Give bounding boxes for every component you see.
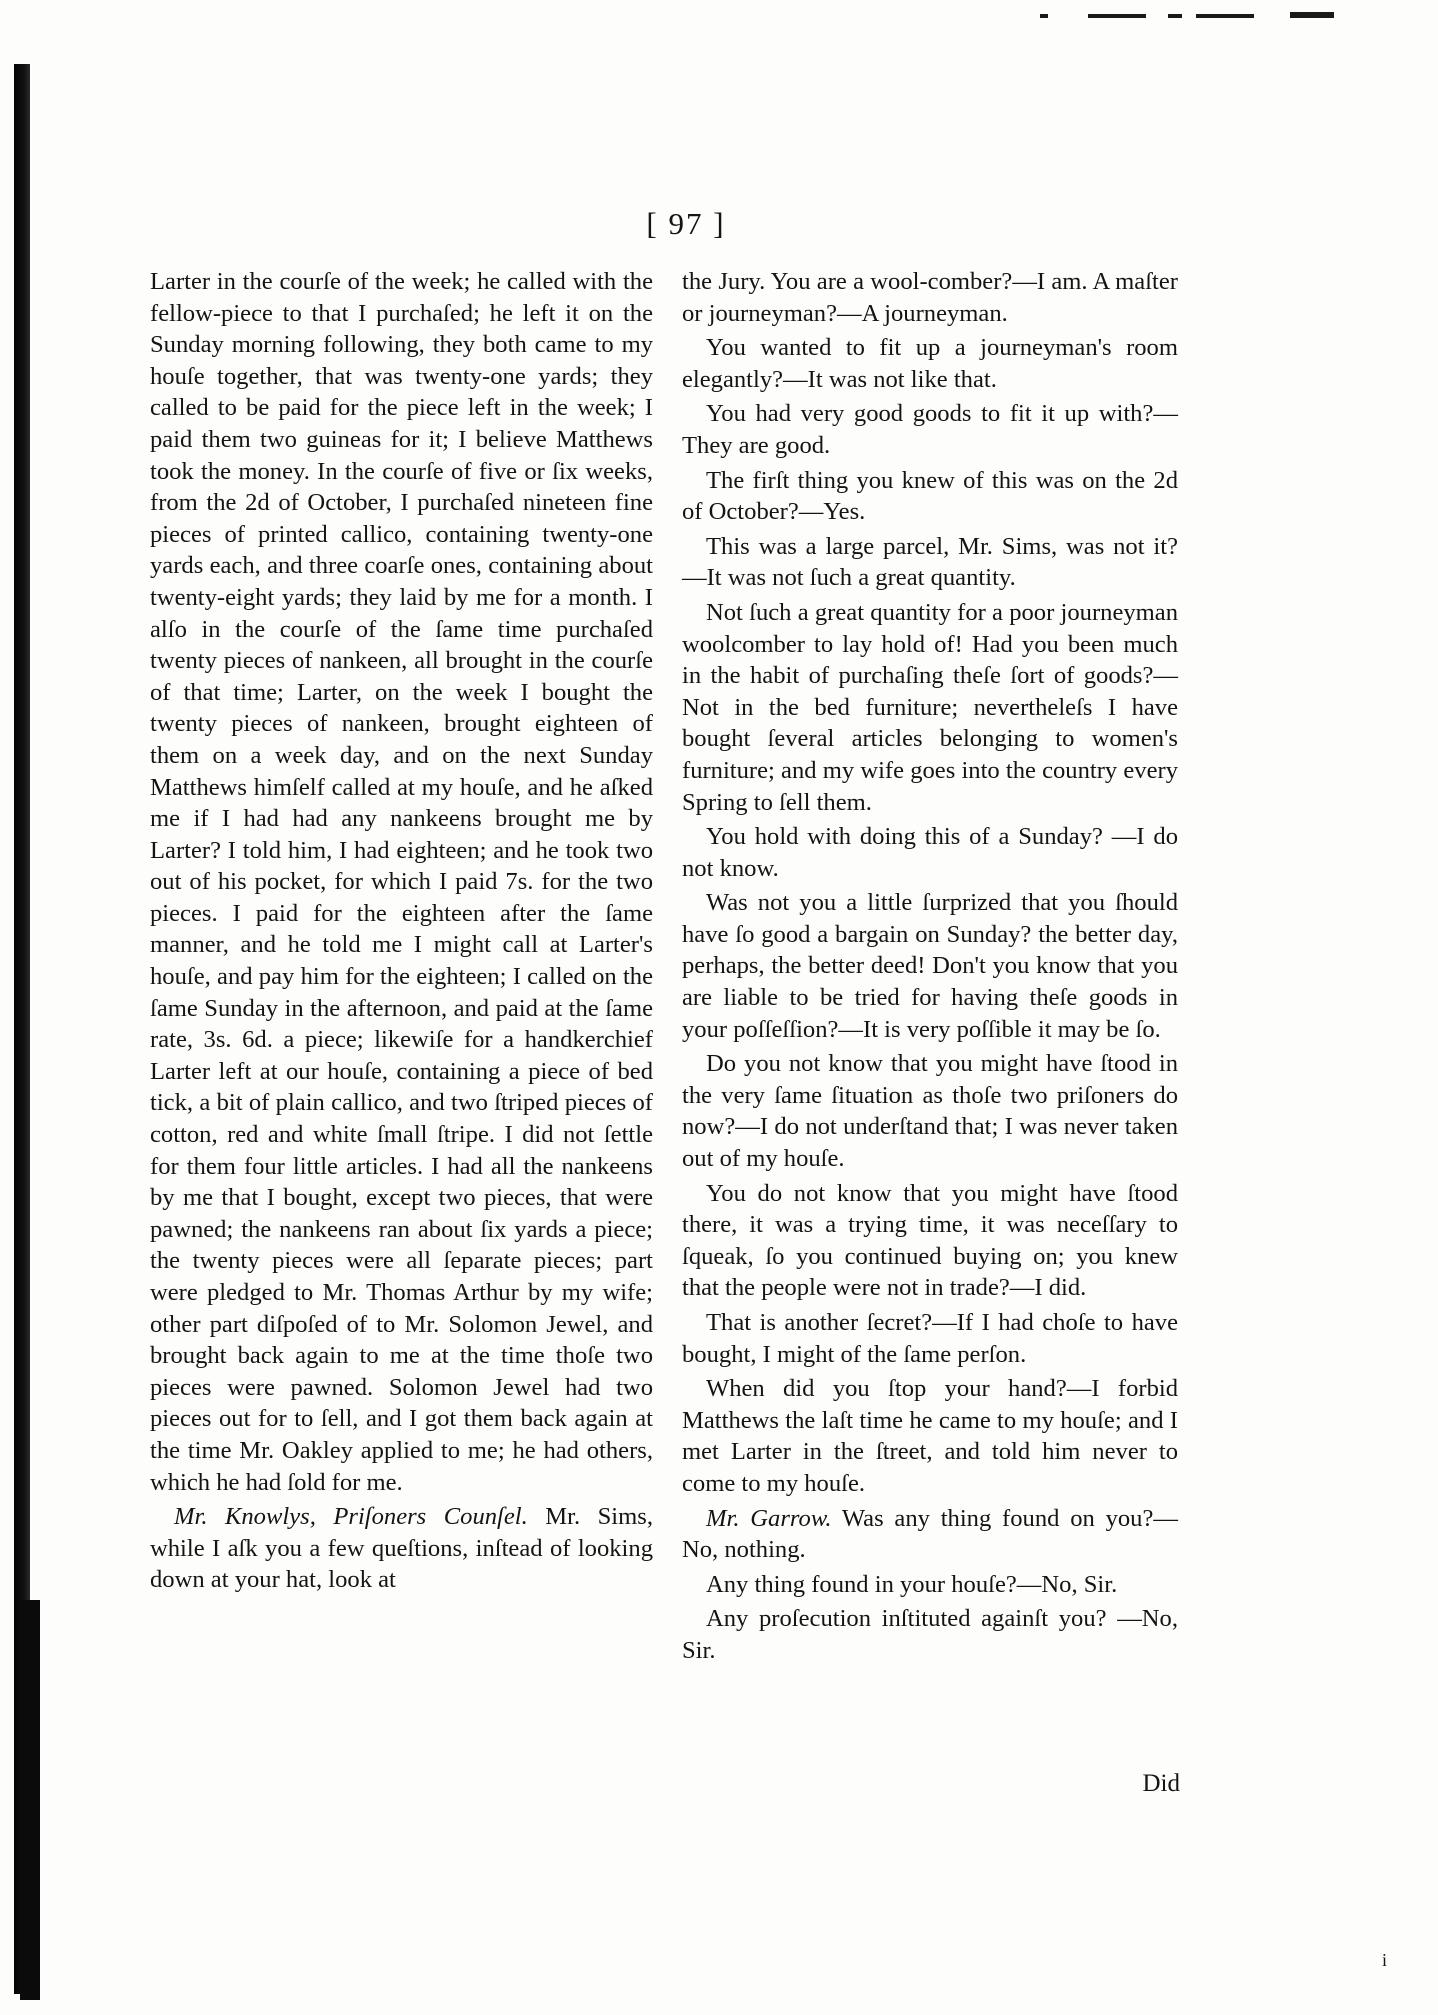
paragraph (682, 1503, 1178, 1566)
paragraph (682, 266, 1178, 329)
speaker-name: Mr. Garrow. (706, 1504, 832, 1532)
paragraph-text: Was any thing found on you?—No, nothing. (682, 1504, 1178, 1564)
scan-speck (1040, 14, 1048, 18)
paragraph-text: Do you not know that you might have ſtood in the very ſame ſituation as thoſe two priſoners do now?—I do not underſtand that; I was never taken out of my houſe. (682, 1050, 1178, 1173)
paragraph (682, 332, 1178, 395)
paragraph-text: When did you ſtop your hand?—I forbid Matthews the laſt time he came to my houſe; and I met Larter in the ſtreet, and told him never to come to my houſe. (682, 1375, 1178, 1497)
paragraph-text: Any proſecution inſtituted againſt you? —No, Sir. (682, 1605, 1178, 1664)
paragraph (682, 1569, 1178, 1601)
paragraph (682, 1307, 1178, 1370)
text-column-left (150, 266, 653, 1596)
paragraph-text: Mr. Sims, while I aſk you a few queſtions, inſtead of looking down at your hat, look at (150, 1503, 653, 1594)
speaker-name: Mr. Knowlys, Priſoners Counſel. (174, 1503, 528, 1531)
paragraph (682, 1048, 1178, 1174)
scan-speck (1088, 14, 1146, 18)
binding-shadow-lower (20, 1600, 40, 2000)
scan-speck (1196, 14, 1254, 18)
paragraph (682, 1373, 1178, 1499)
paragraph (682, 531, 1178, 594)
paragraph (682, 1603, 1178, 1666)
paragraph-text: You wanted to fit up a journeyman's room elegantly?—It was not like that. (682, 334, 1178, 393)
paragraph-text: The firſt thing you knew of this was on the 2d of October?—Yes. (682, 466, 1178, 526)
paragraph-text: That is another ſecret?—If I had choſe to have bought, I might of the ſame perſon. (682, 1309, 1178, 1368)
page-number: [ 97 ] (646, 206, 726, 241)
paragraph-text: Larter in the courſe of the week; he called with the fellow-piece to that I purchaſed; he left it on the Sunday morning following, they both came to my houſe together, that was twenty-one yards; they called to be paid for the piece left in the week; I paid them two guineas for it; I believe Matthews took the money. In the courſe of five or ſix weeks, from the 2d of October, I purchaſed nineteen fine pieces of printed callico, containing twenty-one yards each, and three coarſe ones, containing about twenty-eight yards; they laid by me for a month. I alſo in the courſe of the ſame time purchaſed twenty pieces of nankeen, all brought in the courſe of that time; Larter, on the week I bought the twenty pieces of nankeen, brought eighteen of them on a week day, and on the next Sunday Matthews himſelf called at my houſe, and he aſked me if I had had any nankeens brought me by Larter? I told him, I had eighteen; and he took two out of his pocket, for which I paid 7s. for the two pieces. I paid for the eighteen after the ſame manner, and he told me I might call at Larter's houſe, and pay him for the eighteen; I called on the ſame Sunday in the afternoon, and paid at the ſame rate, 3s. 6d. a piece; likewiſe for a handkerchief Larter left at our houſe, containing a piece of bed tick, a bit of plain callico, and two ſtriped pieces of cotton, red and white ſmall ſtripe. I did not ſettle for them four little articles. I had all the nankeens by me that I bought, except two pieces, that were pawned; the nankeens ran about ſix yards a piece; the twenty pieces were all ſeparate pieces; part were pledged to Mr. Thomas Arthur by my wife; other part diſpoſed of to Mr. Solomon Jewel, and brought back again to me at the time thoſe two pieces were pawned. Solomon Jewel had two pieces out for to ſell, and I got them back again at the time Mr. Oakley applied to me; he had others, which he had ſold for me. (150, 268, 653, 1496)
catchword: Did (1142, 1770, 1180, 1797)
paragraph (682, 597, 1178, 818)
paragraph-text: Any thing found in your houſe?—No, Sir. (706, 1570, 1118, 1598)
paragraph-text: You had very good goods to fit it up with?—They are good. (682, 400, 1178, 459)
paragraph-text: This was a large parcel, Mr. Sims, was not it?—It was not ſuch a great quantity. (682, 532, 1178, 592)
paragraph-text: the Jury. You are a wool-comber?—I am. A maſter or journeyman?—A journeyman. (682, 268, 1178, 327)
paragraph (682, 398, 1178, 461)
paragraph (682, 465, 1178, 528)
paragraph-text: Was not you a little ſurprized that you ſhould have ſo good a bargain on Sunday? the better day, perhaps, the better deed! Don't you know that you are liable to be tried for having theſe goods in your poſſeſſion?—It is very poſſible it may be ſo. (682, 889, 1178, 1043)
scan-speck (1290, 12, 1334, 18)
paragraph (150, 1501, 653, 1596)
scan-speck (1168, 14, 1182, 18)
paragraph-text: You do not know that you might have ſtood there, it was a trying time, it was neceſſary to ſqueak, ſo you continued buying on; you knew that the people were not in trade?—I did. (682, 1179, 1178, 1302)
paragraph (682, 887, 1178, 1045)
corner-mark: i (1382, 1950, 1388, 1970)
paragraph-text: Not ſuch a great quantity for a poor journeyman woolcomber to lay hold of! Had you been much in the habit of purchaſing theſe ſort of goods?—Not in the bed furniture; nevertheleſs I have bought ſeveral articles belonging to women's furniture; and my wife goes into the country every Spring to ſell them. (682, 598, 1178, 816)
paragraph (682, 1178, 1178, 1304)
text-column-right (682, 266, 1178, 1667)
paragraph-text: You hold with doing this of a Sunday? —I do not know. (682, 823, 1178, 882)
paragraph (150, 266, 653, 1498)
paragraph (682, 821, 1178, 884)
